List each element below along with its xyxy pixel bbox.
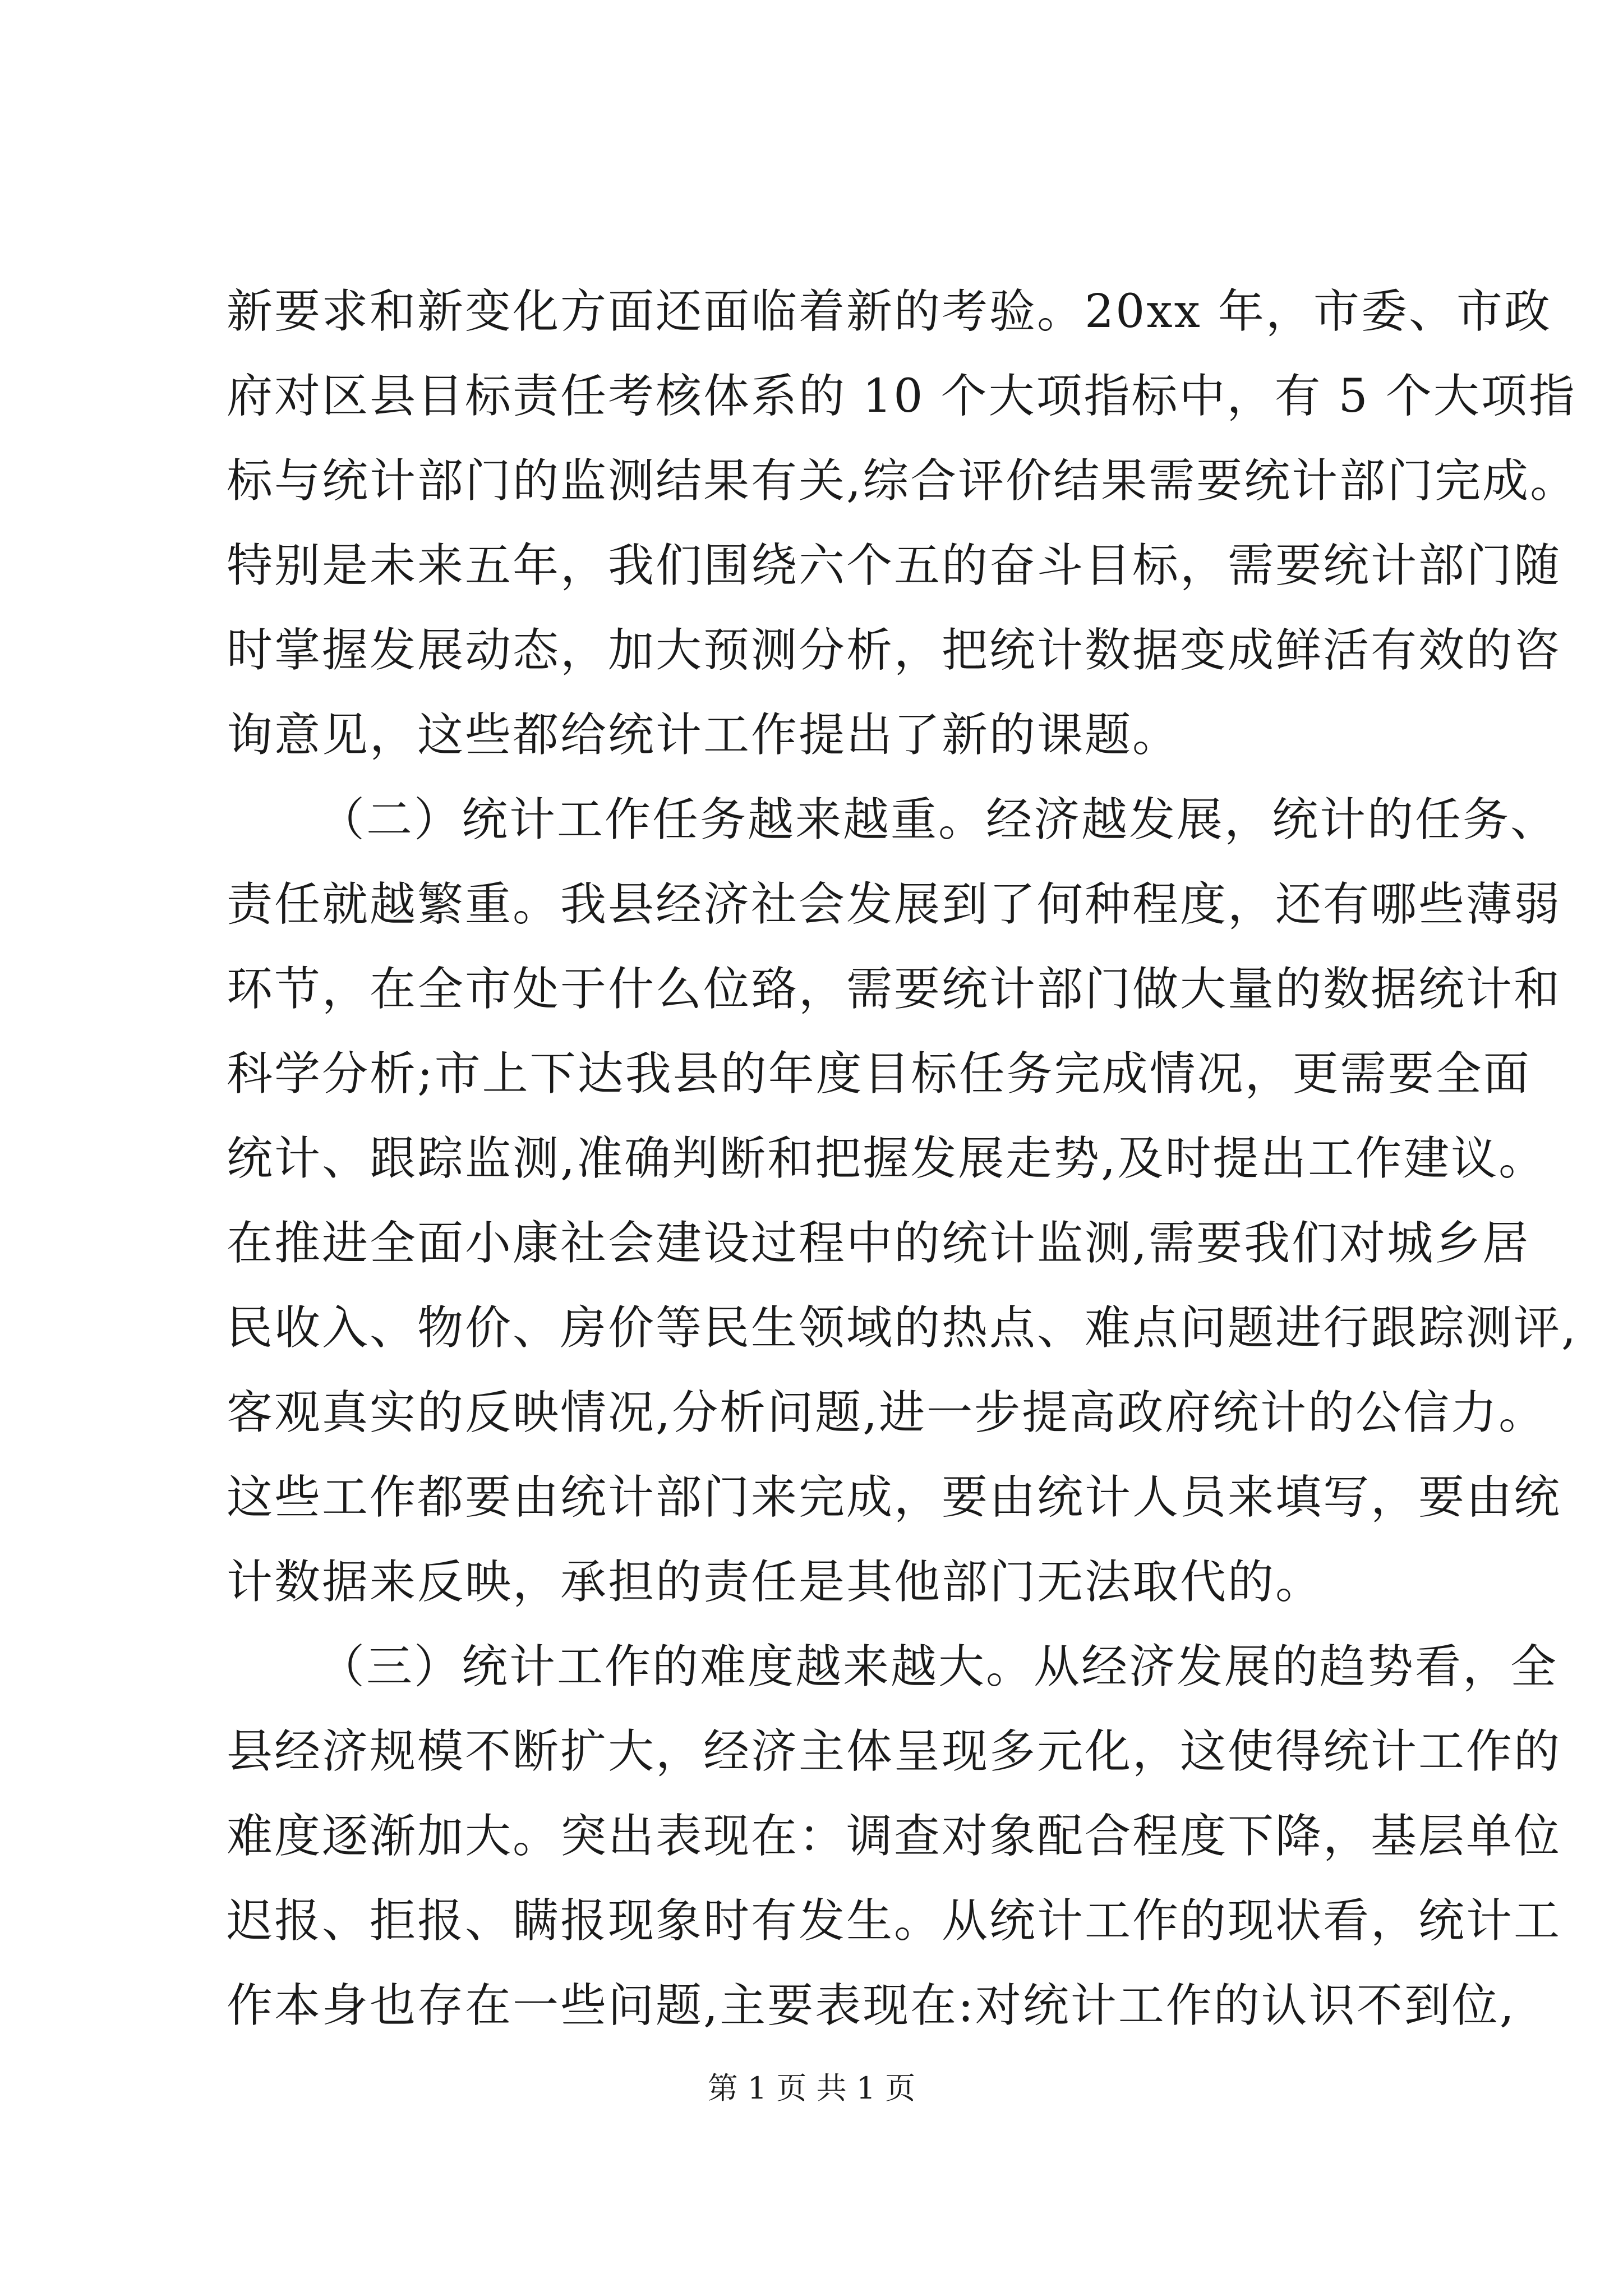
text-line: 民收入、物价、房价等民生领域的热点、难点问题进行跟踪测评,	[227, 1301, 1578, 1355]
text-line: 新要求和新变化方面还面临着新的考验。20xx 年，市委、市政	[227, 285, 1552, 338]
text-line: 统计、跟踪监测,准确判断和把握发展走势,及时提出工作建议。	[227, 1132, 1547, 1185]
text-line: 责任就越繁重。我县经济社会发展到了何种程度，还有哪些薄弱	[227, 878, 1562, 931]
page-footer	[0, 2069, 1623, 2108]
text-line: 难度逐渐加大。突出表现在：调查对象配合程度下降，基层单位	[227, 1810, 1562, 1863]
text-line: 环节，在全市处于什么位臵，需要统计部门做大量的数据统计和	[227, 963, 1562, 1016]
text-line: 标与统计部门的监测结果有关,综合评价结果需要统计部门完成。	[227, 454, 1578, 508]
document-body	[227, 269, 1578, 2048]
text-line: 计数据来反映，承担的责任是其他部门无法取代的。	[227, 1556, 1324, 1609]
text-line: 作本身也存在一些问题,主要表现在:对统计工作的认识不到位,	[227, 1979, 1516, 2032]
text-line: 客观真实的反映情况,分析问题,进一步提高政府统计的公信力。	[227, 1386, 1547, 1439]
text-line: 时掌握发展动态，加大预测分析，把统计数据变成鲜活有效的咨	[227, 624, 1562, 677]
text-line: 询意见，这些都给统计工作提出了新的课题。	[227, 708, 1181, 762]
text-line: 迟报、拒报、瞒报现象时有发生。从统计工作的现状看，统计工	[227, 1894, 1562, 1948]
page-number-label: 第 1 页 共 1 页	[707, 2070, 916, 2106]
text-line: 县经济规模不断扩大，经济主体呈现多元化，这使得统计工作的	[227, 1725, 1562, 1778]
paragraph-start-line: （二）统计工作任务越来越重。经济越发展，统计的任务、	[319, 793, 1559, 846]
text-line: 这些工作都要由统计部门来完成，要由统计人员来填写，要由统	[227, 1471, 1562, 1524]
text-line: 特别是未来五年，我们围绕六个五的奋斗目标，需要统计部门随	[227, 539, 1562, 592]
text-line: 在推进全面小康社会建设过程中的统计监测,需要我们对城乡居	[227, 1217, 1530, 1270]
text-line: 府对区县目标责任考核体系的 10 个大项指标中，有 5 个大项指	[227, 370, 1576, 423]
paragraph-start-line: （三）统计工作的难度越来越大。从经济发展的趋势看，全	[319, 1640, 1559, 1694]
text-line: 科学分析;市上下达我县的年度目标任务完成情况，更需要全面	[227, 1047, 1531, 1101]
